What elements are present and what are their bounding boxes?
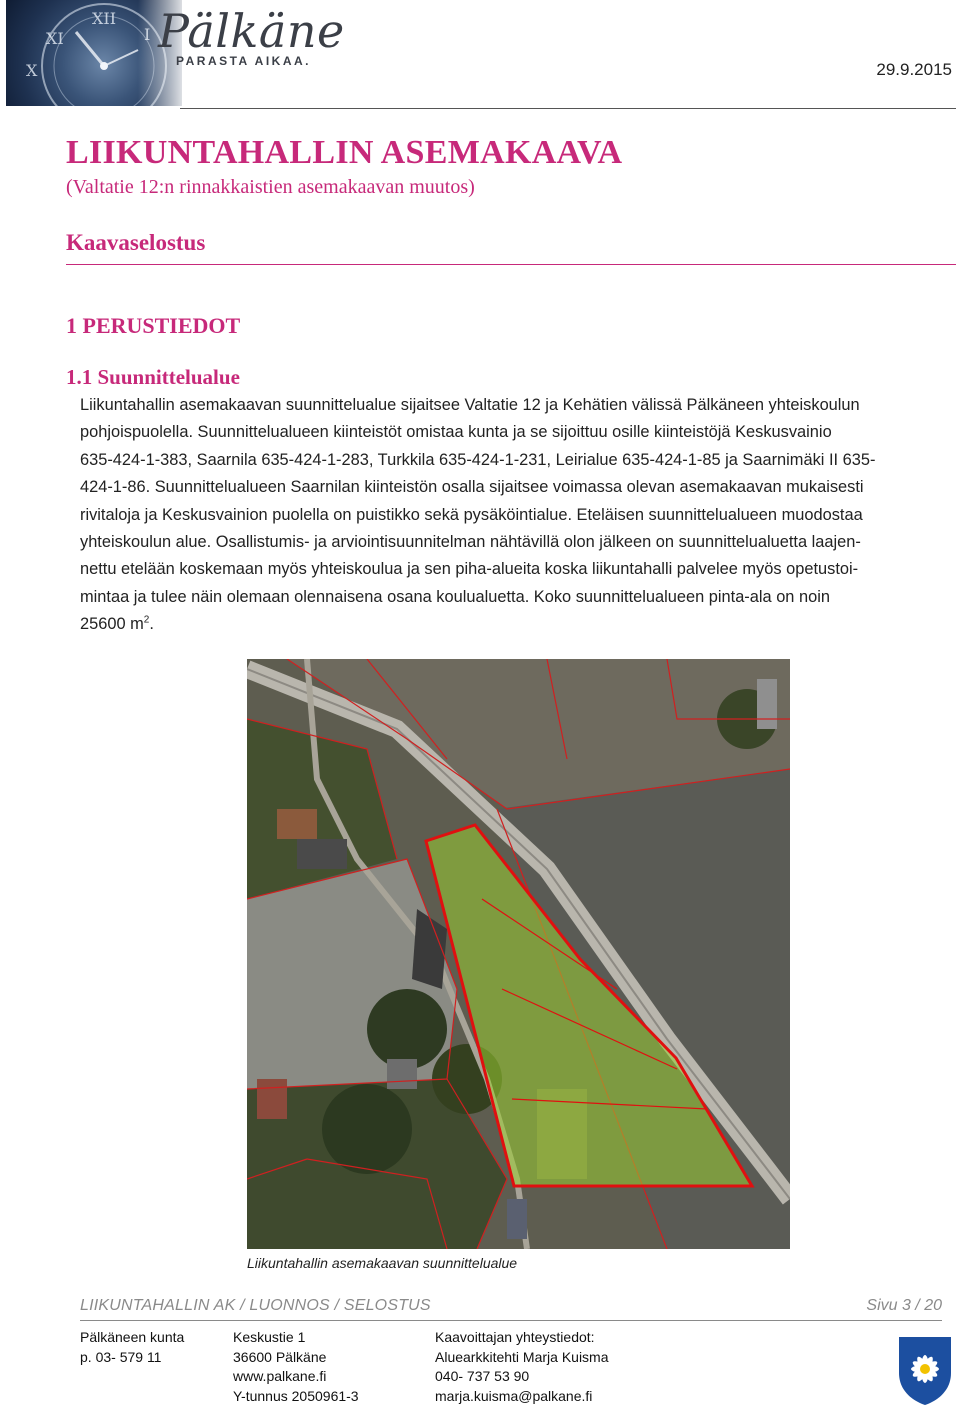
header-date: 29.9.2015 — [876, 60, 952, 79]
footer-page-number: Sivu 3 / 20 — [866, 1297, 942, 1314]
footer-line: Keskustie 1 — [233, 1329, 306, 1345]
footer-website-link[interactable]: www.palkane.fi — [233, 1368, 327, 1384]
logo-tagline: PARASTA AIKAA. — [176, 54, 311, 68]
body-line: rivitaloja ja Keskusvainion puolella on puistikko sekä pysäköintialue. Eteläisen suunnittelualueen muodostaa — [80, 505, 863, 524]
area-end: . — [149, 615, 154, 634]
footer-address — [233, 1328, 359, 1406]
aerial-map — [247, 659, 790, 1249]
body-line: mintaa ja tulee näin olemaan olennaisena osana koulualuetta. Koko suunnittelualueen pinta-ala on noin — [80, 587, 830, 606]
footer-line: Pälkäneen kunta — [80, 1329, 185, 1345]
section-heading: 1 PERUSTIEDOT — [66, 313, 241, 338]
clock-icon — [6, 0, 182, 106]
header-divider — [180, 108, 956, 109]
footer-line: Aluearkkitehti Marja Kuisma — [435, 1348, 609, 1365]
footer-header — [80, 1297, 942, 1319]
area-value: 25600 m — [80, 615, 144, 634]
crest-icon — [895, 1333, 955, 1407]
footer-doc-ref: LIIKUNTAHALLIN AK / LUONNOS / SELOSTUS — [80, 1297, 431, 1314]
footer-email-link[interactable]: marja.kuisma@palkane.fi — [435, 1387, 593, 1404]
footer-divider — [80, 1320, 942, 1321]
document-title: LIIKUNTAHALLIN ASEMAKAAVA — [66, 134, 623, 171]
footer-line: Kaavoittajan yhteystiedot: — [435, 1329, 595, 1345]
footer-planner-contact — [435, 1328, 609, 1406]
body-line: 635-424-1-383, Saarnila 635-424-1-283, Turkkila 635-424-1-231, Leirialue 635-424-1-85 ja Saarnimäki II 635- — [80, 450, 876, 469]
footer-line: 040- 737 53 90 — [435, 1368, 530, 1384]
footer-line: Y-tunnus 2050961-3 — [233, 1387, 359, 1404]
footer-line: 36600 Pälkäne — [233, 1348, 327, 1365]
body-line-area — [80, 611, 950, 638]
document-type: Kaavaselostus — [66, 230, 206, 255]
area-superscript: 2 — [143, 614, 150, 626]
footer-line: p. 03- 579 11 — [80, 1348, 162, 1365]
map-caption: Liikuntahallin asemakaavan suunnittelualue — [247, 1255, 518, 1271]
body-line: 424-1-86. Suunnittelualueen Saarnilan kiinteistön osalla sijaitsee voimassa olevan asemakaavan mukaisesti — [80, 478, 864, 497]
document-subtitle: (Valtatie 12:n rinnakkaistien asemakaavan muutos) — [66, 176, 475, 198]
body-line: pohjoispuolella. Suunnittelualueen kiinteistöt omistaa kunta ja se sijoittuu osille kiinteistöjä Keskusvainio — [80, 423, 832, 442]
subsection-heading: 1.1 Suunnittelualue — [66, 365, 240, 389]
footer-municipality — [80, 1328, 184, 1367]
body-line: nettu etelään koskemaan myös yhteiskoulua ja sen piha-alueita koska liikuntahalli palvelee myös opetustoi- — [80, 560, 859, 579]
logo — [0, 0, 360, 108]
logo-wordmark: Pälkäne — [158, 4, 345, 58]
section-body — [80, 392, 950, 639]
body-line: Liikuntahallin asemakaavan suunnittelualue sijaitsee Valtatie 12 ja Kehätien välissä Pälkäneen yhteiskoulun — [80, 396, 860, 414]
body-line: yhteiskoulun alue. Osallistumis- ja arviointisuunnitelman nähtävillä olon jälkeen on suunnittelualuetta laajen- — [80, 533, 861, 552]
title-divider — [66, 264, 956, 265]
